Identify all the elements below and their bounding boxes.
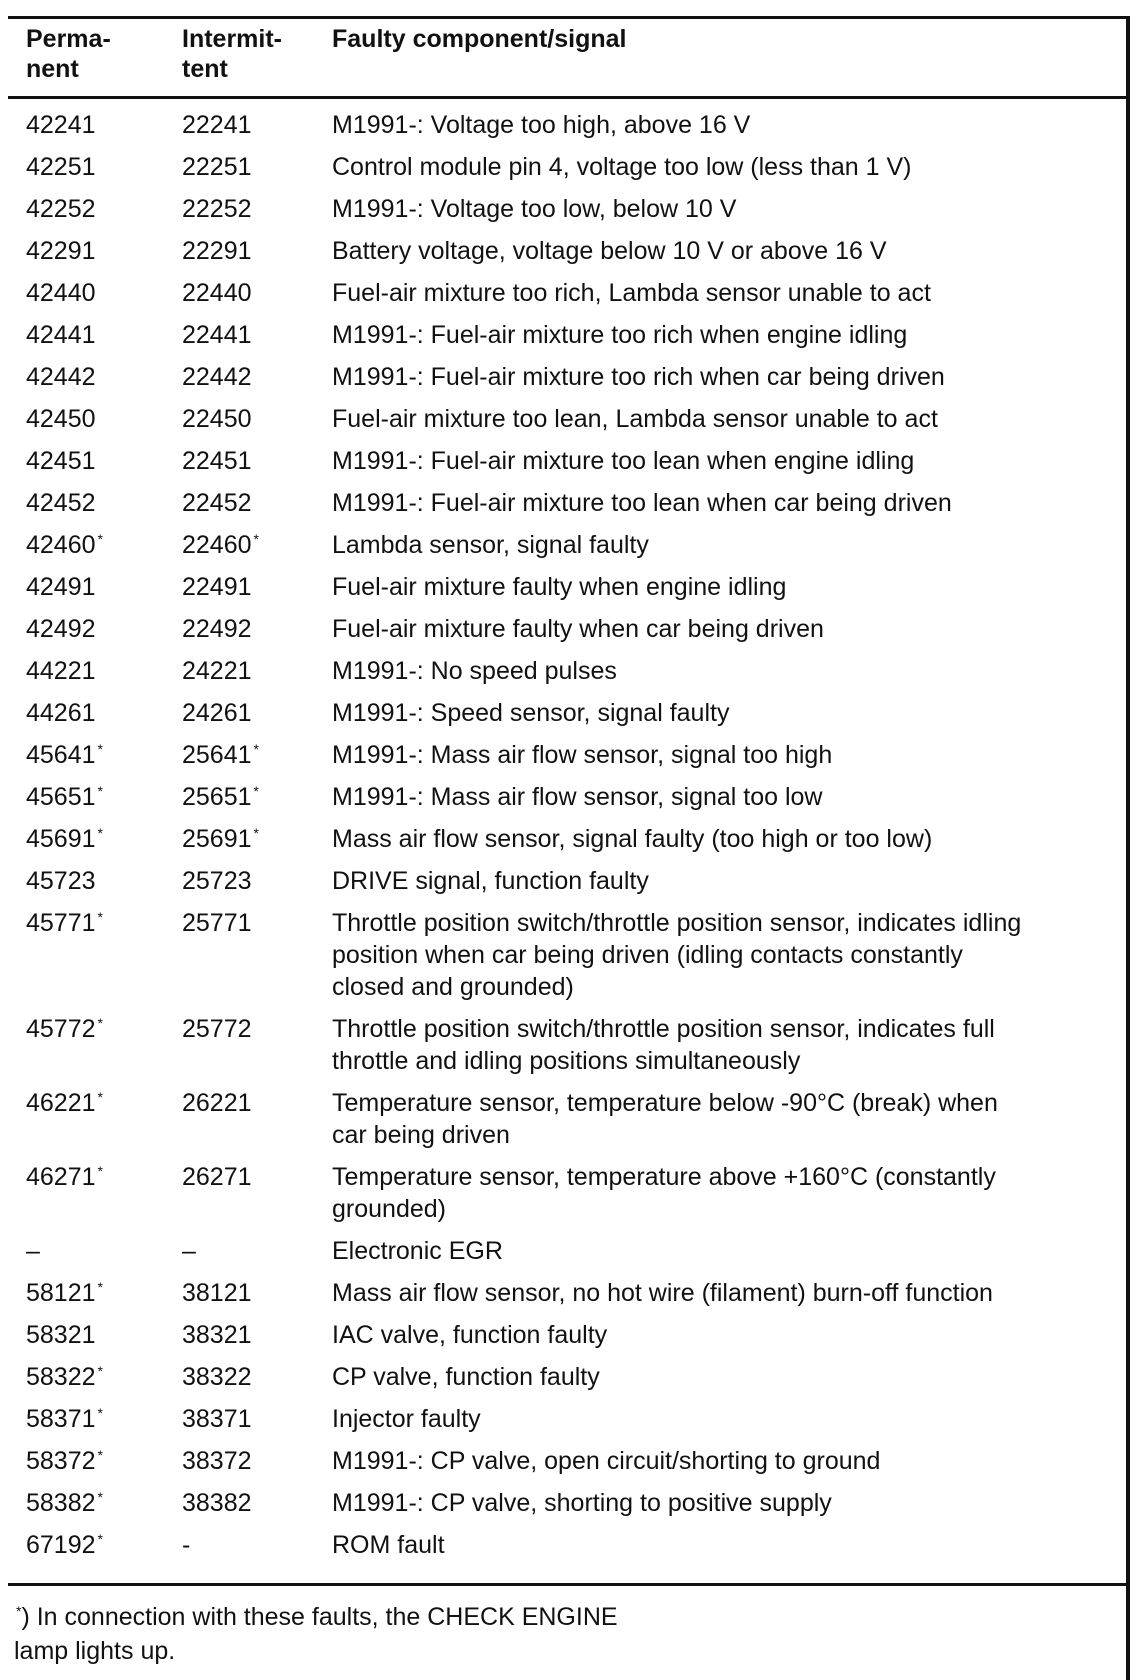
cell-intermittent-text: 38322: [182, 1363, 252, 1391]
cell-permanent-text: 45641: [26, 741, 96, 769]
table-row: [26, 739, 1120, 781]
cell-intermittent: [182, 319, 332, 351]
cell-permanent-text: 42441: [26, 321, 96, 349]
table-row: [26, 1403, 1120, 1445]
cell-permanent: [26, 193, 182, 225]
cell-intermittent: [182, 697, 332, 729]
footnote-star: *: [253, 740, 259, 757]
cell-component: [332, 1403, 1120, 1435]
cell-permanent-text: 67192: [26, 1531, 96, 1559]
cell-intermittent: [182, 193, 332, 225]
footnote-star: *: [97, 1530, 103, 1547]
cell-component: [332, 1013, 1120, 1077]
cell-permanent-text: 42450: [26, 405, 96, 433]
footnote-star: *: [253, 824, 259, 841]
cell-permanent-text: 42491: [26, 573, 96, 601]
cell-permanent: [26, 109, 182, 141]
cell-permanent-text: 58371: [26, 1405, 96, 1433]
cell-component-text: Lambda sensor, signal faulty: [332, 531, 649, 559]
cell-permanent: [26, 1277, 182, 1309]
page-right-edge: [1126, 16, 1130, 1680]
cell-component-text: M1991-: Fuel-air mixture too rich when car being driven: [332, 363, 945, 391]
cell-intermittent: [182, 865, 332, 897]
cell-intermittent: [182, 739, 332, 771]
cell-permanent: [26, 403, 182, 435]
cell-permanent-text: 42252: [26, 195, 96, 223]
cell-intermittent: [182, 1087, 332, 1151]
table-row: [26, 361, 1120, 403]
table-row: [26, 1013, 1120, 1087]
cell-component-text: M1991-: Fuel-air mixture too rich when engine idling: [332, 321, 908, 349]
cell-component-text: Control module pin 4, voltage too low (less than 1 V): [332, 153, 912, 181]
table-row: [26, 1319, 1120, 1361]
cell-component-text: M1991-: CP valve, open circuit/shorting to ground: [332, 1447, 881, 1475]
cell-intermittent-text: 38121: [182, 1279, 252, 1307]
cell-component-text: Temperature sensor, temperature below -90°C (break) when car being driven: [332, 1089, 998, 1149]
cell-intermittent-text: 22291: [182, 237, 252, 265]
footnote-star: *: [97, 1446, 103, 1463]
cell-intermittent-text: 25691: [182, 825, 252, 853]
cell-intermittent: [182, 907, 332, 1003]
cell-permanent: [26, 865, 182, 897]
cell-permanent: [26, 1087, 182, 1151]
cell-component-text: Electronic EGR: [332, 1237, 503, 1265]
cell-intermittent-text: 22440: [182, 279, 252, 307]
table-header: [26, 24, 1116, 94]
table-bottom-rule: [8, 1583, 1130, 1586]
cell-intermittent-text: 22450: [182, 405, 252, 433]
cell-intermittent-text: 22441: [182, 321, 252, 349]
cell-permanent: [26, 1235, 182, 1267]
cell-component: [332, 739, 1120, 771]
table-body: [26, 109, 1120, 1563]
table-row: [26, 1087, 1120, 1161]
cell-permanent-text: 45723: [26, 867, 96, 895]
cell-component: [332, 1235, 1120, 1267]
cell-intermittent-text: 24221: [182, 657, 252, 685]
cell-permanent-text: 44261: [26, 699, 96, 727]
cell-intermittent: [182, 1487, 332, 1519]
table-row: [26, 1529, 1120, 1563]
cell-permanent-text: 42452: [26, 489, 96, 517]
cell-permanent-text: –: [26, 1237, 40, 1265]
table-row: [26, 1277, 1120, 1319]
cell-intermittent: [182, 1529, 332, 1561]
header-intermittent: Intermit- tent: [182, 25, 282, 83]
cell-intermittent: [182, 277, 332, 309]
cell-permanent: [26, 1161, 182, 1225]
table-top-rule: [8, 16, 1130, 19]
cell-component-text: Fuel-air mixture faulty when engine idling: [332, 573, 787, 601]
cell-intermittent-text: 38371: [182, 1405, 252, 1433]
footnote-star: *: [97, 782, 103, 799]
footnote: [14, 1600, 774, 1668]
cell-component: [332, 1087, 1120, 1151]
cell-permanent: [26, 445, 182, 477]
cell-intermittent: [182, 1361, 332, 1393]
cell-intermittent: [182, 529, 332, 561]
cell-permanent-text: 45691: [26, 825, 96, 853]
footnote-star: *: [253, 782, 259, 799]
table-row: [26, 403, 1120, 445]
cell-permanent-text: 42440: [26, 279, 96, 307]
cell-permanent: [26, 571, 182, 603]
cell-intermittent-text: 26271: [182, 1163, 252, 1191]
cell-permanent-text: 44221: [26, 657, 96, 685]
cell-component-text: CP valve, function faulty: [332, 1363, 600, 1391]
cell-intermittent: [182, 151, 332, 183]
cell-permanent-text: 58321: [26, 1321, 96, 1349]
cell-component: [332, 1487, 1120, 1519]
cell-intermittent: [182, 655, 332, 687]
cell-intermittent: [182, 445, 332, 477]
footnote-star: *: [97, 1404, 103, 1421]
cell-permanent-text: 46271: [26, 1163, 96, 1191]
cell-intermittent: [182, 1445, 332, 1477]
cell-permanent-text: 42492: [26, 615, 96, 643]
cell-intermittent-text: 22241: [182, 111, 252, 139]
cell-intermittent-text: 24261: [182, 699, 252, 727]
cell-component-text: M1991-: Speed sensor, signal faulty: [332, 699, 730, 727]
footnote-star: *: [97, 824, 103, 841]
cell-intermittent: [182, 235, 332, 267]
cell-component: [332, 613, 1120, 645]
cell-component: [332, 193, 1120, 225]
cell-component: [332, 445, 1120, 477]
cell-permanent-text: 46221: [26, 1089, 96, 1117]
table-row: [26, 613, 1120, 655]
cell-permanent: [26, 697, 182, 729]
cell-permanent-text: 42451: [26, 447, 96, 475]
cell-permanent: [26, 487, 182, 519]
cell-component-text: M1991-: CP valve, shorting to positive supply: [332, 1489, 832, 1517]
table-row: [26, 697, 1120, 739]
cell-component-text: Injector faulty: [332, 1405, 481, 1433]
cell-component: [332, 1277, 1120, 1309]
table-row: [26, 907, 1120, 1013]
cell-component: [332, 277, 1120, 309]
cell-component-text: M1991-: Voltage too low, below 10 V: [332, 195, 737, 223]
cell-permanent-text: 42291: [26, 237, 96, 265]
table-row: [26, 823, 1120, 865]
table-row: [26, 781, 1120, 823]
cell-component-text: Battery voltage, voltage below 10 V or above 16 V: [332, 237, 887, 265]
cell-component: [332, 319, 1120, 351]
table-row: [26, 1361, 1120, 1403]
cell-intermittent-text: –: [182, 1237, 196, 1265]
cell-component: [332, 571, 1120, 603]
cell-intermittent-text: 38321: [182, 1321, 252, 1349]
cell-component: [332, 907, 1120, 1003]
cell-intermittent: [182, 109, 332, 141]
table-row: [26, 487, 1120, 529]
cell-component-text: M1991-: No speed pulses: [332, 657, 617, 685]
cell-permanent: [26, 655, 182, 687]
cell-permanent: [26, 151, 182, 183]
cell-intermittent-text: 25651: [182, 783, 252, 811]
cell-permanent-text: 45651: [26, 783, 96, 811]
footnote-star: *: [97, 1278, 103, 1295]
footnote-star: *: [97, 1362, 103, 1379]
cell-intermittent-text: 22442: [182, 363, 252, 391]
cell-component-text: M1991-: Voltage too high, above 16 V: [332, 111, 751, 139]
cell-permanent-text: 58322: [26, 1363, 96, 1391]
cell-component-text: Temperature sensor, temperature above +160°C (constantly grounded): [332, 1163, 996, 1223]
cell-component-text: M1991-: Mass air flow sensor, signal too low: [332, 783, 823, 811]
cell-intermittent: [182, 571, 332, 603]
cell-component-text: IAC valve, function faulty: [332, 1321, 608, 1349]
cell-intermittent: [182, 1277, 332, 1309]
cell-intermittent-text: 38382: [182, 1489, 252, 1517]
cell-permanent: [26, 739, 182, 771]
cell-intermittent-text: 22460: [182, 531, 252, 559]
cell-intermittent: [182, 403, 332, 435]
cell-permanent-text: 58372: [26, 1447, 96, 1475]
table-row: [26, 193, 1120, 235]
footnote-text: ) In connection with these faults, the CHECK ENGINE lamp lights up.: [14, 1603, 618, 1665]
cell-permanent-text: 42460: [26, 531, 96, 559]
cell-permanent: [26, 1529, 182, 1561]
cell-intermittent: [182, 1013, 332, 1077]
cell-component-text: Fuel-air mixture faulty when car being driven: [332, 615, 824, 643]
cell-permanent-text: 42251: [26, 153, 96, 181]
cell-intermittent: [182, 361, 332, 393]
cell-intermittent: [182, 1235, 332, 1267]
cell-permanent: [26, 1361, 182, 1393]
cell-component: [332, 865, 1120, 897]
cell-intermittent-text: 25771: [182, 909, 252, 937]
footnote-star: *: [97, 1088, 103, 1105]
cell-intermittent-text: 25772: [182, 1015, 252, 1043]
cell-intermittent-text: 22252: [182, 195, 252, 223]
cell-component-text: Fuel-air mixture too lean, Lambda sensor unable to act: [332, 405, 938, 433]
cell-component: [332, 151, 1120, 183]
cell-permanent-text: 45772: [26, 1015, 96, 1043]
footnote-star: *: [97, 1488, 103, 1505]
cell-component-text: Throttle position switch/throttle position sensor, indicates full throttle and idling positions simultaneously: [332, 1015, 995, 1075]
cell-component: [332, 655, 1120, 687]
footnote-star: *: [253, 530, 259, 547]
cell-component-text: Fuel-air mixture too rich, Lambda sensor unable to act: [332, 279, 931, 307]
cell-permanent: [26, 907, 182, 1003]
cell-component-text: Throttle position switch/throttle position sensor, indicates idling position when car being driven (idling contacts constantly closed and grounded): [332, 909, 1022, 1001]
cell-component: [332, 235, 1120, 267]
cell-component: [332, 1361, 1120, 1393]
cell-component: [332, 1319, 1120, 1351]
cell-intermittent: [182, 1319, 332, 1351]
cell-component-text: Mass air flow sensor, no hot wire (filament) burn-off function: [332, 1279, 993, 1307]
cell-permanent: [26, 1445, 182, 1477]
table-row: [26, 151, 1120, 193]
cell-intermittent-text: 22251: [182, 153, 252, 181]
cell-intermittent-text: 22491: [182, 573, 252, 601]
footnote-star: *: [97, 908, 103, 925]
cell-permanent-text: 58382: [26, 1489, 96, 1517]
cell-intermittent-text: 22451: [182, 447, 252, 475]
cell-permanent: [26, 823, 182, 855]
cell-intermittent-text: 25723: [182, 867, 252, 895]
cell-permanent: [26, 361, 182, 393]
footnote-star: *: [97, 740, 103, 757]
cell-component: [332, 697, 1120, 729]
cell-permanent-text: 42241: [26, 111, 96, 139]
cell-permanent: [26, 781, 182, 813]
table-row: [26, 1235, 1120, 1277]
cell-component-text: M1991-: Fuel-air mixture too lean when car being driven: [332, 489, 952, 517]
cell-component: [332, 529, 1120, 561]
cell-component-text: M1991-: Fuel-air mixture too lean when engine idling: [332, 447, 915, 475]
cell-intermittent: [182, 1403, 332, 1435]
cell-permanent: [26, 277, 182, 309]
cell-component-text: ROM fault: [332, 1531, 445, 1559]
cell-intermittent-text: 22452: [182, 489, 252, 517]
cell-intermittent: [182, 781, 332, 813]
header-permanent: Perma- nent: [26, 25, 111, 83]
cell-intermittent: [182, 823, 332, 855]
cell-component: [332, 487, 1120, 519]
cell-intermittent-text: 26221: [182, 1089, 252, 1117]
table-row: [26, 1161, 1120, 1235]
table-row: [26, 1445, 1120, 1487]
cell-component: [332, 781, 1120, 813]
cell-intermittent-text: 22492: [182, 615, 252, 643]
cell-permanent: [26, 1403, 182, 1435]
cell-permanent-text: 42442: [26, 363, 96, 391]
cell-component: [332, 361, 1120, 393]
cell-permanent: [26, 1013, 182, 1077]
table-row: [26, 235, 1120, 277]
cell-intermittent: [182, 487, 332, 519]
cell-permanent: [26, 319, 182, 351]
table-row: [26, 319, 1120, 361]
cell-permanent: [26, 1319, 182, 1351]
cell-component: [332, 1161, 1120, 1225]
cell-component: [332, 403, 1120, 435]
cell-intermittent-text: 25641: [182, 741, 252, 769]
cell-permanent: [26, 1487, 182, 1519]
header-component: Faulty component/signal: [332, 25, 627, 53]
table-row: [26, 865, 1120, 907]
table-row: [26, 277, 1120, 319]
footnote-star: *: [97, 530, 103, 547]
table-row: [26, 445, 1120, 487]
cell-component: [332, 1529, 1120, 1561]
table-row: [26, 529, 1120, 571]
cell-component-text: Mass air flow sensor, signal faulty (too high or too low): [332, 825, 933, 853]
cell-intermittent-text: 38372: [182, 1447, 252, 1475]
footnote-marker: *: [16, 1602, 22, 1619]
cell-component-text: M1991-: Mass air flow sensor, signal too high: [332, 741, 833, 769]
cell-permanent: [26, 529, 182, 561]
table-row: [26, 655, 1120, 697]
cell-permanent-text: 45771: [26, 909, 96, 937]
cell-intermittent: [182, 1161, 332, 1225]
header-separator: [8, 96, 1130, 99]
footnote-star: *: [97, 1162, 103, 1179]
table-row: [26, 109, 1120, 151]
cell-permanent-text: 58121: [26, 1279, 96, 1307]
cell-component: [332, 109, 1120, 141]
cell-component: [332, 1445, 1120, 1477]
footnote-star: *: [97, 1014, 103, 1031]
cell-component: [332, 823, 1120, 855]
table-row: [26, 1487, 1120, 1529]
table-row: [26, 571, 1120, 613]
cell-component-text: DRIVE signal, function faulty: [332, 867, 649, 895]
cell-intermittent-text: -: [182, 1531, 191, 1559]
cell-permanent: [26, 235, 182, 267]
cell-permanent: [26, 613, 182, 645]
cell-intermittent: [182, 613, 332, 645]
